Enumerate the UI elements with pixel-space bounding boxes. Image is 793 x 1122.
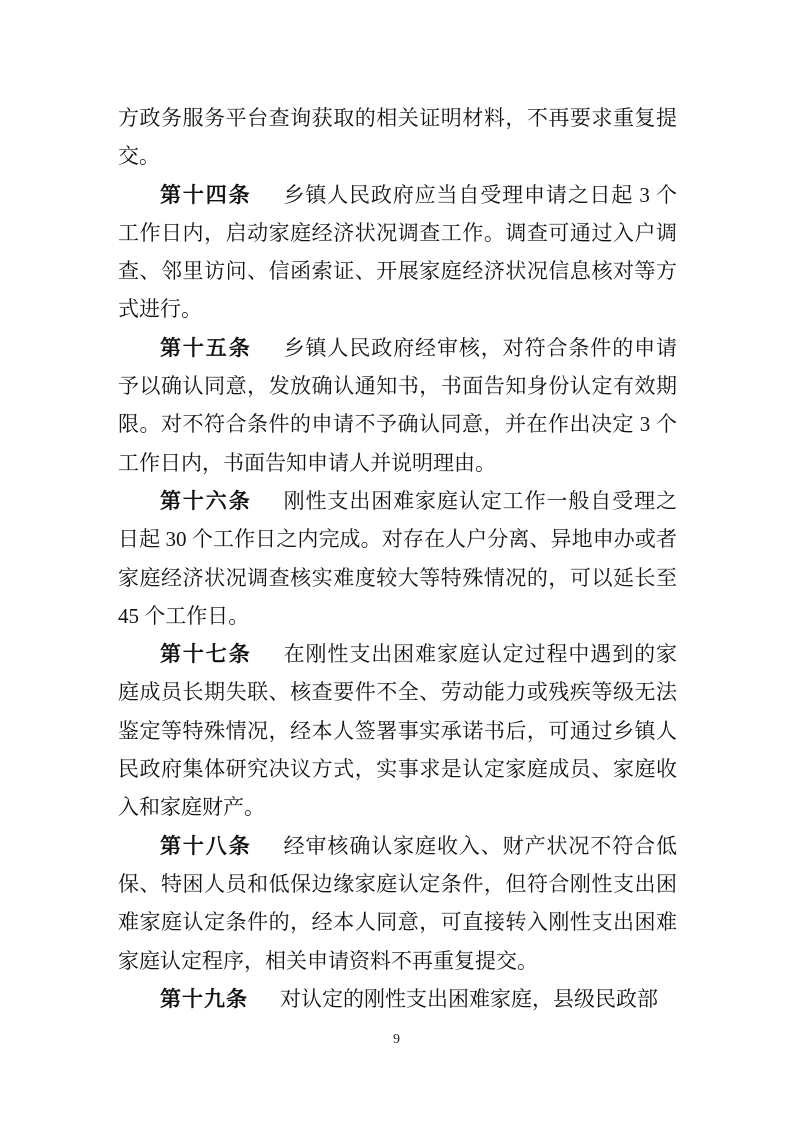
article-text: 经审核确认家庭收入、财产状况不符合低保、特困人员和低保边缘家庭认定条件，但符合刚性支出困难家庭认定条件的，经本人同意，可直接转入刚性支出困难家庭认定程序，相关申请资料不再重复提交。 xyxy=(118,833,678,973)
article-paragraph-14 xyxy=(118,176,677,329)
article-text: 乡镇人民政府应当自受理申请之日起 3 个工作日内，启动家庭经济状况调查工作。调查可通过入户调查、邻里访问、信函索证、开展家庭经济状况信息核对等方式进行。 xyxy=(118,182,678,322)
article-paragraph-19 xyxy=(118,980,677,1018)
article-number: 第十六条 xyxy=(160,488,252,513)
article-number: 第十五条 xyxy=(160,335,252,360)
article-number: 第十八条 xyxy=(160,833,252,858)
article-number: 第十九条 xyxy=(160,986,248,1011)
article-number: 第十七条 xyxy=(160,642,252,667)
article-text: 在刚性支出困难家庭认定过程中遇到的家庭成员长期失联、核查要件不全、劳动能力或残疾等级无法鉴定等特殊情况，经本人签署事实承诺书后，可通过乡镇人民政府集体研究决议方式，实事求是认定家庭成员、家庭收入和家庭财产。 xyxy=(118,642,678,820)
article-number: 第十四条 xyxy=(160,182,252,207)
article-text: 乡镇人民政府经审核，对符合条件的申请予以确认同意，发放确认通知书，书面告知身份认定有效期限。对不符合条件的申请不予确认同意，并在作出决定 3 个工作日内，书面告知申请人并说明理由。 xyxy=(118,335,678,475)
article-text: 对认定的刚性支出困难家庭，县级民政部 xyxy=(280,986,658,1011)
article-paragraph-15 xyxy=(118,329,677,482)
article-text: 刚性支出困难家庭认定工作一般自受理之日起 30 个工作日之内完成。对存在人户分离、异地申办或者家庭经济状况调查核实难度较大等特殊情况的，可以延长至 45 个工作日。 xyxy=(118,488,678,628)
page-number: 9 xyxy=(393,1032,400,1047)
article-paragraph-16 xyxy=(118,482,677,635)
continuation-paragraph: 方政务服务平台查询获取的相关证明材料，不再要求重复提交。 xyxy=(118,106,677,169)
page-text-content xyxy=(118,99,677,1018)
article-paragraph-18 xyxy=(118,827,677,980)
article-paragraph-17 xyxy=(118,635,677,826)
